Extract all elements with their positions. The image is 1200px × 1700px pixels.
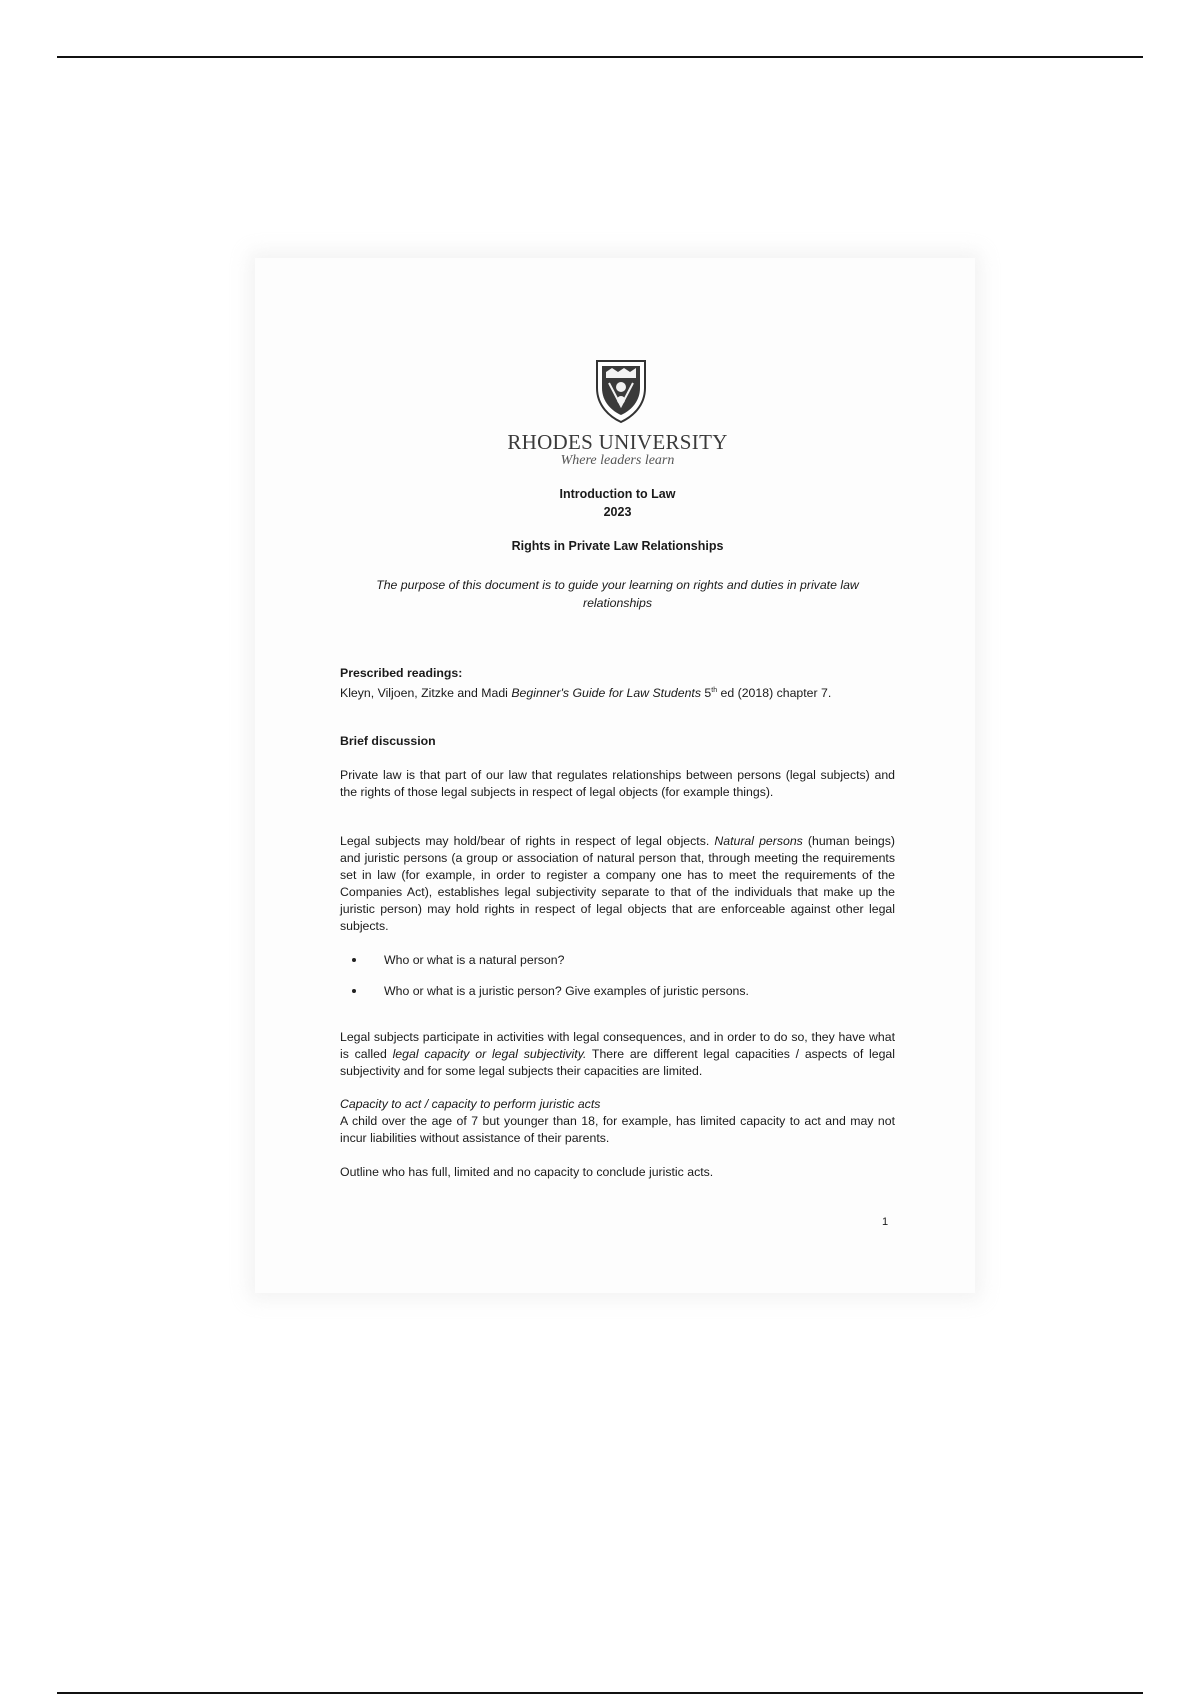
- readings-section: [340, 665, 895, 702]
- paragraph-legal-capacity: Legal subjects participate in activities with legal consequences, and in order to do so, they have what is called legal capacity or legal subjectivity. There are different legal capacities / aspects of legal subjectivity and for some legal subjects their capacities are limited.: [340, 1030, 896, 1078]
- document-title: Rights in Private Law Relationships: [511, 539, 724, 553]
- capacity-subheading: Capacity to act / capacity to perform juristic acts: [340, 1097, 601, 1111]
- bullet-icon: [352, 958, 356, 962]
- discussion-heading: Brief discussion: [340, 734, 436, 748]
- page-number: 1: [882, 1216, 889, 1228]
- book-title: Beginner's Guide for Law Students: [511, 686, 701, 701]
- purpose-statement: The purpose of this document is to guide your learning on rights and duties in private law relationships: [376, 578, 859, 610]
- bottom-divider: [57, 1692, 1143, 1694]
- paragraph-outline-task: Outline who has full, limited and no capacity to conclude juristic acts.: [340, 1165, 714, 1179]
- university-tagline: Where leaders learn: [560, 453, 675, 468]
- paragraph-legal-subjects: Legal subjects may hold/bear of rights in respect of legal objects. Natural persons (human beings) and juristic persons (a group or association of natural person that, through meeting the requirements set in law (for example, in order to register a company one has to meet the requirements of the Companies Act), establishes legal subjectivity separate to that of the individuals that make up the juristic person) may hold rights in respect of legal objects that are enforceable against other legal subjects.: [340, 834, 896, 933]
- course-title: Introduction to Law: [559, 487, 676, 501]
- course-year: 2023: [603, 505, 632, 519]
- university-wordmark: RHODES UNIVERSITY: [507, 430, 728, 454]
- university-crest-icon: [594, 358, 648, 424]
- top-divider: [57, 56, 1143, 58]
- paragraph-child-capacity: A child over the age of 7 but younger than 18, for example, has limited capacity to act and may not incur liabilities without assistance of their parents.: [340, 1114, 895, 1145]
- readings-heading: Prescribed readings:: [340, 666, 463, 680]
- paragraph-private-law: Private law is that part of our law that regulates relationships between persons (legal subjects) and the rights of those legal subjects in respect of legal objects (for example things).: [340, 768, 895, 799]
- bullet-icon: [352, 989, 356, 993]
- readings-citation: Kleyn, Viljoen, Zitzke and Madi Beginner's Guide for Law Students 5th ed (2018) chapter 7.: [340, 686, 832, 701]
